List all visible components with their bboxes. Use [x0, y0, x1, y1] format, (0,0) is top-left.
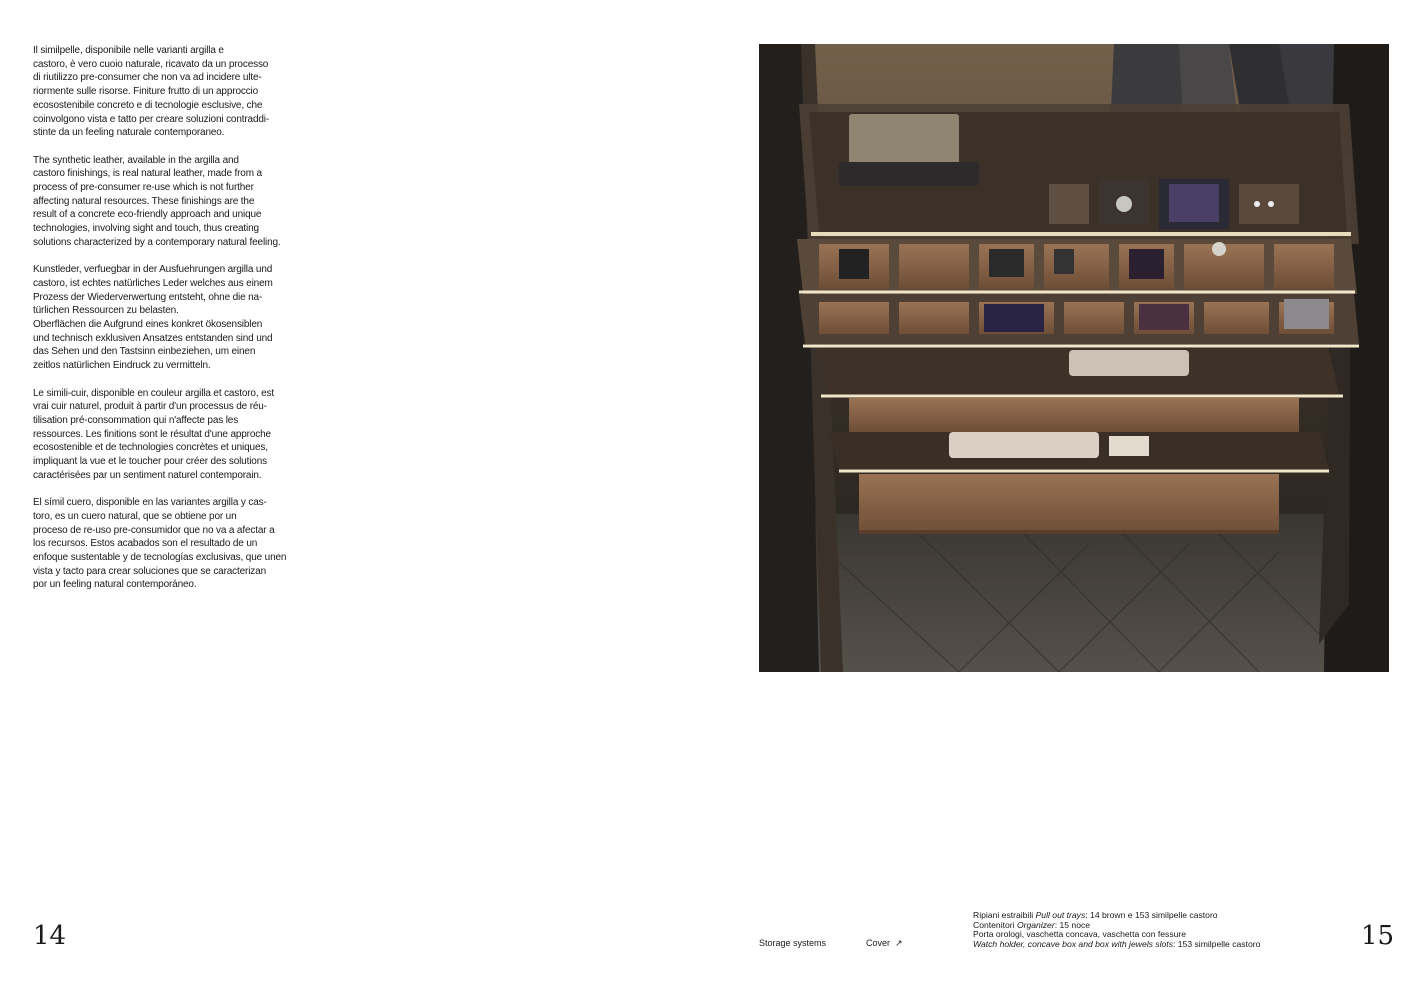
caption-line-pull-out-trays: Ripiani estraibili Pull out trays: 14 brown e 153 similpelle castoro [973, 910, 1218, 920]
caption-line-organizer: Contenitori Organizer: 15 noce [973, 919, 1091, 930]
product-caption [973, 911, 1303, 949]
product-photo-wardrobe-trays [759, 44, 1389, 672]
paragraph-french: Le simili-cuir, disponible en couleur argilla et castoro, est vrai cuir naturel, produit à partir d'un processus de réu- tilisation pré-consommation qui n'affecte pas les ressources. Les finitions sont le résultat d'une approche ecosostenible et de technologies concrètes et uniques, impliquant la vue et le toucher pour créer des solutions caractérisées par un sentiment naturel contemporain. [33, 387, 274, 481]
paragraph-spanish: El símil cuero, disponible en las variantes argilla y cas- toro, es un cuero natural, que se obtiene por un proceso de re-uso pre-consumidor que no va a afectar a los recursos. Estos acabados son el resultado de un enfoque sustentable y de tecnologías exclusivas, que unen vista y tacto para crear soluciones que se caracterizan por un feeling natural contemporáneo. [33, 497, 287, 591]
wardrobe-illustration [759, 44, 1389, 672]
caption-line-porta-orologi: Porta orologi, vaschetta concava, vaschetta con fessure [973, 929, 1187, 940]
cover-link[interactable] [866, 938, 903, 949]
page-number-left: 14 [33, 921, 67, 951]
section-label-storage-systems: Storage systems [759, 938, 827, 948]
cover-link-label: Cover [866, 938, 891, 948]
paragraph-english: The synthetic leather, available in the argilla and castoro finishings, is real natural leather, made from a process of pre-consumer re-use which is not further affecting natural resources. These finishings are the result of a concrete eco-friendly approach and unique technologies, involving sight and touch, thus creating solutions characterized by a contemporary natural feeling. [33, 154, 281, 248]
caption-line-watch-holder: Watch holder, concave box and box with jewels slots: 153 similpelle castoro [973, 938, 1261, 949]
page-number-right: 15 [1361, 921, 1395, 951]
paragraph-italian: Il similpelle, disponibile nelle varianti argilla e castoro, è vero cuoio naturale, ricavato da un processo di riutilizzo pre-consumer che non va ad incidere ulte- riormente sulle risorse. Finiture frutto di un approccio ecosostenibile concreto e di tecnologie esclusive, che coinvolgono vista e tatto per creare soluzioni contraddi- stinte da un feeling naturale contemporaneo. [33, 45, 270, 139]
arrow-up-right-icon: ↗ [895, 938, 903, 948]
body-text-column [33, 44, 295, 606]
paragraph-german: Kunstleder, verfuegbar in der Ausfuehrungen argilla und castoro, ist echtes natürliches Leder welches aus einem Prozess der Wiederverwertung entsteht, ohne die na- türlichen Ressourcen zu belasten. Oberflächen die Aufgrund eines konkret ökosensiblen und technisch exklusiven Ansatzes entstanden sind und das Sehen und den Tastsinn einbeziehen, um einen zeitlos natürlichen Eindruck zu vermitteln. [33, 264, 273, 372]
